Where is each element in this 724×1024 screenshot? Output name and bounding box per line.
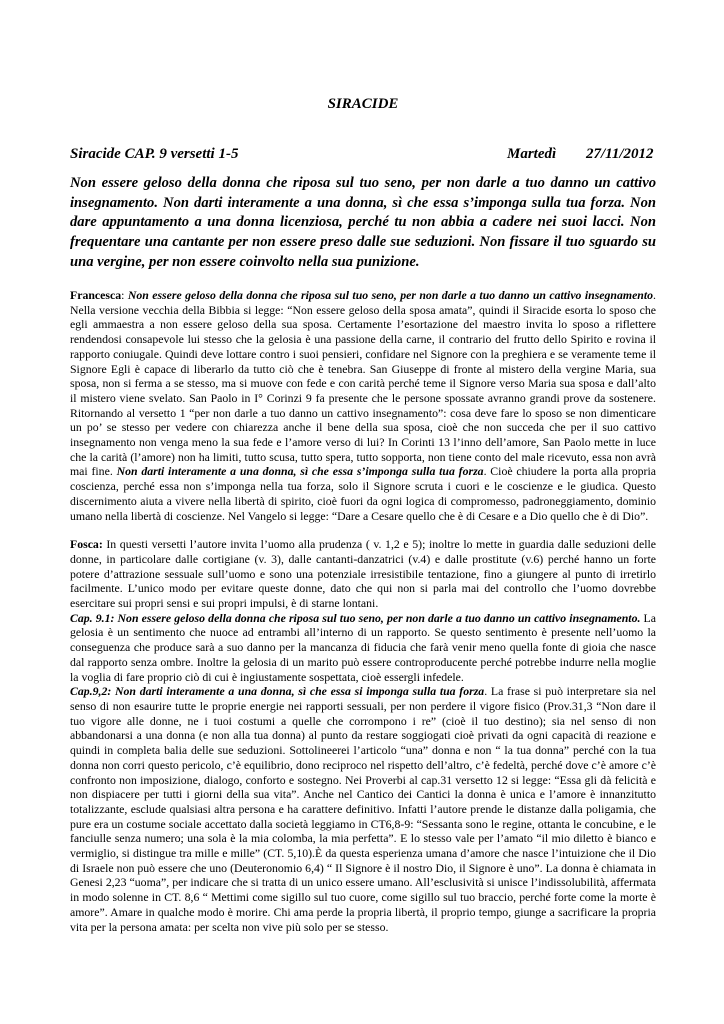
quote-verse-1: Non essere geloso della donna che riposa sul tuo seno, per non darle a tuo danno un cattivo insegnamento bbox=[127, 288, 654, 302]
cap-9-1-label: Cap. 9.1: bbox=[70, 610, 115, 625]
document-title: SIRACIDE bbox=[327, 96, 399, 112]
francesca-text-1: . Nella versione vecchia della Bibbia si legge: “Non essere geloso della sposa amata”, quindi il Siracide esorta lo sposo che egli ammaestra a non essere geloso della sua sposa. Certamente l’esortazione del maestro invita lo sposo a riflettere rendendosi consapevole lui stesso che la gelosia è una passione della carne, il contrario del frutto dello Spirito e rovina il rapporto coniugale. Quindi deve lottare contro i suoi pensieri, confidare nel Signore con la preghiera e se veramente teme il Signore Egli è capace di liberarlo da tutto ciò che è tenebra. San Giuseppe di fronte al mistero della vergine Maria, sua sposa, non si ferma a se stesso, ma si muove con fede e con carità perché teme il Signore verso Maria sua sposa e dall’alto il mistero viene svelato. San Paolo in I° Corinzi 9 fa presente che le persone spossate avranno grandi prove da sostenere. Ritornando al versetto 1 “per non darle a tuo danno un cattivo insegnamento”: cosa deve fare lo sposo se non dimenticare un po’ se stesso per vedere con chiarezza anche il bene della sua sposa, cioè che non succeda che per il suo cattivo insegnamento non venga meno la sua fede e l’amore verso di lui? In Corinti 13 l’inno dell’amore, San Paolo mette in luce che la carità (l’amore) non ha limiti, tutto scusa, tutto spera, tutto sopporta, non tiene conto del male ricevuto, essa non avrà mai fine. bbox=[70, 288, 656, 479]
cap-9-2-text: . La frase si può interpretare sia nel senso di non esaurire tutte le proprie energie nei rapporti sessuali, per non perdere il vigore fisico (Prov.31,3 “Non dare il tuo vigore alle donne, ne i tuoi costumi a quelle che corrompono i re” (cioè il tuo destino); sia nel senso di non abbandonarsi a una donna (e non alla tua donna) al punto da restare soggiogati cioè privati da ogni capacità di reazione e quindi in completa balia delle sue seduzioni. Sottolineerei l’articolo “una” donna e non “ la tua donna” perché con la tua donna non corri questo pericolo, c’è equilibrio, dono reciproco nel rispetto dell’altro, c’è fedeltà, perché dove c’è amore c’è confronto non imposizione, dialogo, conforto e sostegno. Nei Proverbi al cap.31 versetto 12 si legge: “Essa gli dà felicità e non dispiacere per tutti i giorni della sua vita”. Anche nel Cantico dei Cantici la donna è unica e l’amore è innanzitutto totalizzante, esclude qualsiasi altra persona e ha carattere definitivo. Infatti l’autore prende le distanze dalla poligamia, che pure era un costume sociale accettato dalla società leggiamo in CT6,8-9: “Sessanta sono le regine, ottanta le concubine, e le fanciulle senza numero; una sola è la mia colomba, la mia perfetta”. E lo stesso vale per l’amato “il mio diletto è bianco e vermiglio, si distingue tra mille e mille” (CT. 5,10).È da questa esperienza umana d’amore che nasce l’intuizione che il Dio di Israele non può essere che uno (Deuteronomio 6,4) “ Il Signore è il nostro Dio, il Signore è uno”. La donna è chiamata in Genesi 2,23 “uoma”, per indicare che si tratta di un unico essere umano. All’esclusività si unisce l’indissolubilità, affermata in modo solenne in CT. 8,6 “ Mettimi come sigillo sul tuo cuore, come sigillo sul tuo braccio, perché forte come la morte è amore”. Amare in qualche modo è morire. Chi ama perde la propria libertà, il proprio tempo, giunge a sacrificare la propria vita per la persona amata: per scelta non vive più solo per se stesso. bbox=[70, 684, 656, 934]
cap-9-1-quote: Non essere geloso della donna che riposa sul tuo seno, per non darle a tuo danno un cattivo insegnamento. bbox=[114, 610, 641, 625]
fosca-text: In questi versetti l’autore invita l’uomo alla prudenza ( v. 1,2 e 5); inoltre lo mette in guardia dalle seduzioni delle donne, in particolare dalle cortigiane (v. 3), dalle cantanti-danzatrici (v.4) e dalle prostitute (v.6) perché hanno un forte potere d’attrazione sessuale sull’uomo e sono una potenziale irresistibile tentazione, fino a giungere al punto di irretirlo facilmente. L’unico modo per evitare queste donne, dato che qui non si parla mai del controllo che l’uomo dovrebbe esercitare sui propri sensi e sui propri impulsi, è di starne lontani. bbox=[70, 537, 656, 611]
weekday: Martedì bbox=[507, 146, 557, 162]
speaker-francesca: Francesca bbox=[70, 288, 122, 302]
cap-9-2-label: Cap.9,2: Non darti interamente a una donna, sì che essa si imponga sulla tua forza bbox=[70, 684, 485, 699]
commentary-francesca: Francesca: Non essere geloso della donna che riposa sul tuo seno, per non darle a tuo danno un cattivo insegnamento. Nella versione vecchia della Bibbia si legge: “Non essere geloso della sposa amata”, quindi il Siracide esorta lo sposo che egli ammaestra a non essere geloso della sua sposa. Certamente l’esortazione del maestro invita lo sposo a riflettere rendendosi consapevole lui stesso che la gelosia è una passione della carne, il contrario del frutto dello Spirito e rovina il rapporto coniugale. Quindi deve lottare contro i suoi pensieri, confidare nel Signore con la preghiera e se veramente teme il Signore Egli è capace di liberarlo da tutto ciò che è tenebra. San Giuseppe di fronte al mistero della vergine Maria, sua sposa, non si ferma a se stesso, ma si muove con fede e con carità perché teme il Signore verso Maria sua sposa e dall’alto il mistero viene svelato. San Paolo in I° Corinzi 9 fa presente che le persone spossate avranno grandi prove da sostenere. Ritornando al versetto 1 “per non darle a tuo danno un cattivo insegnamento”: cosa deve fare lo sposo se non dimenticare un po’ se stesso per vedere con chiarezza anche il bene della sua sposa, cioè che non succeda che per il suo cattivo insegnamento non venga meno la sua fede e l’amore verso di lui? In Corinti 13 l’inno dell’amore, San Paolo mette in luce che la carità (l’amore) non ha limiti, tutto scusa, tutto spera, tutto sopporta, non tiene conto del male ricevuto, essa non avrà mai fine. Non darti interamente a una donna, sì che essa s’imponga sulla tua forza. Cioè chiudere la porta alla propria coscienza, perché essa non s’imponga nella tua forza, solo il Signore scruta i cuori e le coscienze e le giudica. Questo discernimento aiuta a vivere nella libertà di spirito, cioè fuori da ogni logica di compromesso, padroneggiamento, dominio umano nella libertà di coscienze. Nel Vangelo si legge: “Dare a Cesare quello che è di Cesare e a Dio quello che è di Dio”. bbox=[70, 288, 656, 523]
verse-text: Non essere geloso della donna che riposa sul tuo seno, per non darle a tuo danno un cattivo insegnamento. Non darti interamente a una donna, sì che essa s’imponga sulla tua forza. Non dare appuntamento a una donna licenziosa, perché tu non abbia a cadere nei suoi lacci. Non frequentare una cantante per non essere preso dalle sue seduzioni. Non fissare il tuo sguardo su una vergine, per non essere coinvolto nella sua punizione. bbox=[70, 175, 656, 270]
quote-verse-2: Non darti interamente a una donna, sì che essa s’imponga sulla tua forza bbox=[116, 464, 484, 479]
fosca-cap-9-2 bbox=[70, 684, 656, 934]
reading-date: 27/11/2012 bbox=[586, 146, 654, 162]
speaker-fosca: Fosca: bbox=[70, 537, 103, 552]
fosca-cap-9-1 bbox=[70, 611, 656, 685]
bible-reference: Siracide CAP. 9 versetti 1-5 bbox=[70, 146, 239, 162]
cap-9-1-text: La gelosia è un sentimento che nuoce ad entrambi all’interno di un rapporto. Se questo sentimento è presente nell’uomo la conseguenza che produce sarà a suo danno per la mancanza di fiducia che farà venir meno quella fonte di gioia che nasce dal rapporto senza ombre. Inoltre la gelosia di un marito può essere controproducente perché potrebbe indurre nella moglie la voglia di fare proprio ciò di cui è ingiustamente sospettata, cioè essergli infedele. bbox=[70, 610, 656, 684]
commentary-fosca bbox=[70, 537, 656, 611]
francesca-text-2: . Cioè chiudere la porta alla propria coscienza, perché essa non s’imponga nella tua forza, solo il Signore scruta i cuori e le coscienze e le giudica. Questo discernimento aiuta a vivere nella libertà di spirito, cioè fuori da ogni logica di compromesso, padroneggiamento, dominio umano nella libertà di coscienze. Nel Vangelo si legge: “Dare a Cesare quello che è di Cesare e a Dio quello che è di Dio”. bbox=[70, 464, 656, 523]
commentary bbox=[70, 288, 656, 934]
